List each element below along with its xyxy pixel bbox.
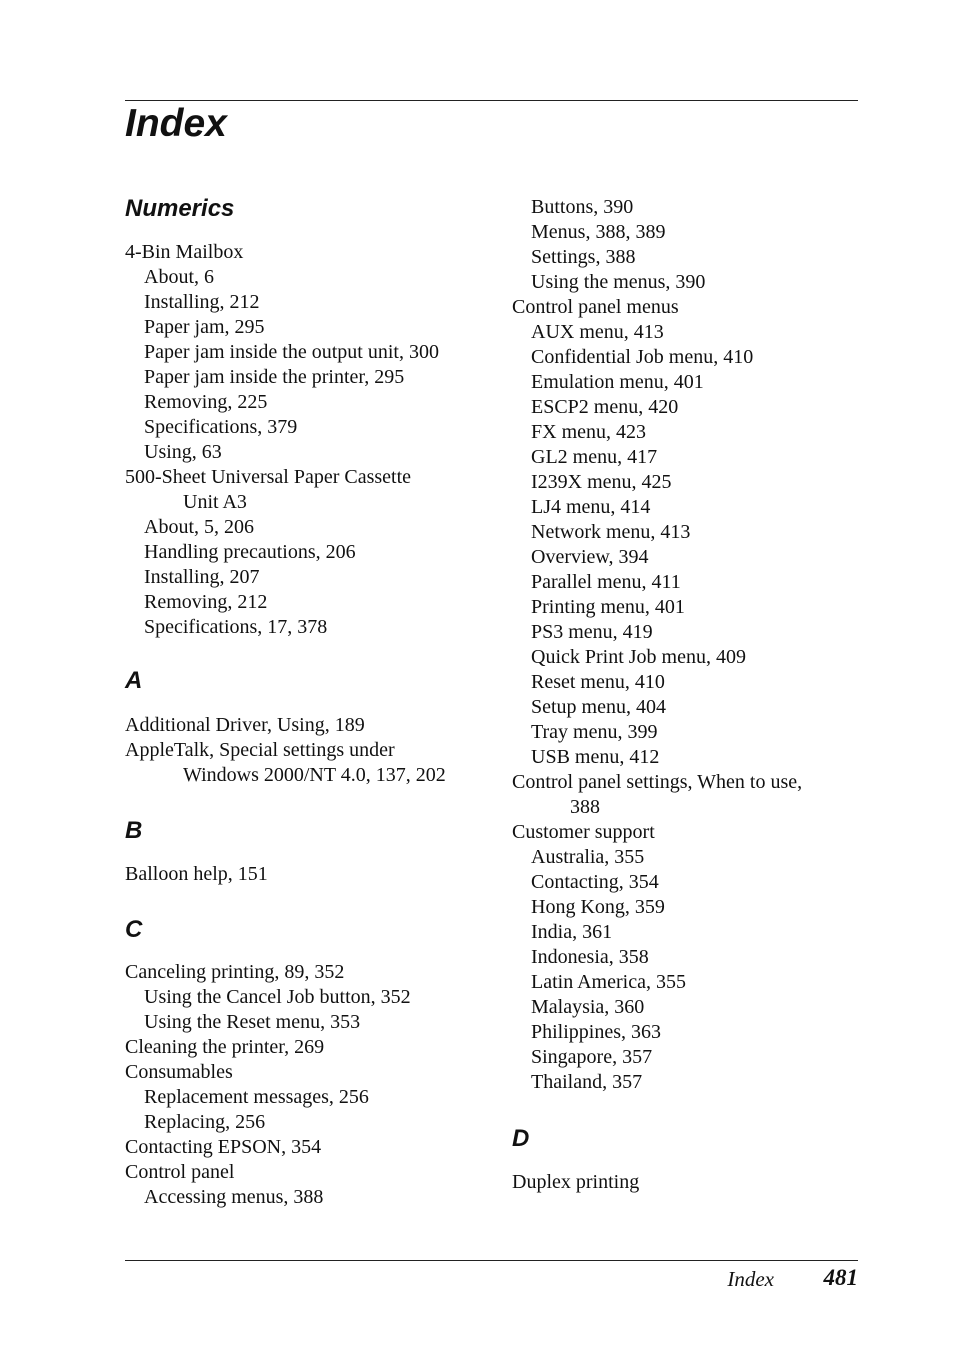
index-subentry: Overview, 394 [531, 546, 649, 568]
index-column-left [125, 195, 495, 1210]
index-entry: Canceling printing, 89, 352 [125, 961, 345, 983]
index-subentry: Hong Kong, 359 [531, 896, 665, 918]
index-entry-list [512, 1170, 858, 1195]
index-subentry: Removing, 225 [144, 391, 268, 413]
index-entry-list [125, 713, 495, 788]
index-subentry: PS3 menu, 419 [531, 621, 653, 643]
index-entry: Balloon help, 151 [125, 863, 268, 885]
section-heading: D [512, 1125, 530, 1152]
index-subentry: Using, 63 [144, 441, 222, 463]
index-subentry: Printing menu, 401 [531, 596, 685, 618]
index-entry-continuation: Windows 2000/NT 4.0, 137, 202 [183, 764, 446, 786]
index-entry: Control panel [125, 1161, 235, 1183]
index-subentry: Parallel menu, 411 [531, 571, 681, 593]
index-subentry: LJ4 menu, 414 [531, 496, 651, 518]
index-subentry: Paper jam inside the output unit, 300 [144, 341, 439, 363]
index-subentry: Replacement messages, 256 [144, 1086, 369, 1108]
index-entry-list [125, 862, 495, 887]
index-subentry: Quick Print Job menu, 409 [531, 646, 746, 668]
index-subentry: USB menu, 412 [531, 746, 660, 768]
index-subentry: Installing, 207 [144, 566, 260, 588]
index-subentry: Menus, 388, 389 [531, 221, 666, 243]
footer-page-number: 481 [823, 1265, 858, 1290]
index-entry: Cleaning the printer, 269 [125, 1036, 325, 1058]
index-subentry: Accessing menus, 388 [144, 1186, 324, 1208]
index-subentry: GL2 menu, 417 [531, 446, 658, 468]
index-subentry: Using the Cancel Job button, 352 [144, 986, 411, 1008]
index-subentry: India, 361 [531, 921, 613, 943]
index-entry: Customer support [512, 821, 655, 843]
index-entry-continuation: Unit A3 [183, 491, 247, 513]
index-subentry: Thailand, 357 [531, 1071, 643, 1093]
index-subentry: Philippines, 363 [531, 1021, 662, 1043]
index-subentry: Handling precautions, 206 [144, 541, 356, 563]
index-subentry: Paper jam, 295 [144, 316, 265, 338]
index-subentry: Network menu, 413 [531, 521, 691, 543]
page-title: Index [125, 102, 227, 145]
index-subentry: Latin America, 355 [531, 971, 686, 993]
index-subentry: Singapore, 357 [531, 1046, 653, 1068]
section-heading: Numerics [125, 195, 235, 222]
index-subentry: Emulation menu, 401 [531, 371, 704, 393]
footer-section-label: Index [727, 1267, 774, 1291]
index-subentry: Replacing, 256 [144, 1111, 266, 1133]
index-subentry: Reset menu, 410 [531, 671, 665, 693]
section-heading: C [125, 916, 143, 943]
index-subentry: Indonesia, 358 [531, 946, 649, 968]
index-column-right [512, 195, 858, 1195]
index-entry-list [125, 960, 495, 1210]
index-subentry: About, 6 [144, 266, 214, 288]
index-subentry: Settings, 388 [531, 246, 636, 268]
section-heading: B [125, 817, 143, 844]
index-entry: AppleTalk, Special settings under [125, 739, 395, 761]
index-subentry: Specifications, 379 [144, 416, 298, 438]
index-subentry: Using the menus, 390 [531, 271, 706, 293]
index-subentry: AUX menu, 413 [531, 321, 664, 343]
top-rule [125, 100, 858, 101]
index-subentry: Malaysia, 360 [531, 996, 645, 1018]
index-entry: Consumables [125, 1061, 233, 1083]
index-entry: Additional Driver, Using, 189 [125, 714, 365, 736]
index-subentry: Installing, 212 [144, 291, 260, 313]
index-subentry: Contacting, 354 [531, 871, 659, 893]
index-subentry: About, 5, 206 [144, 516, 254, 538]
section-heading: A [125, 667, 143, 694]
index-entry-list [512, 195, 858, 1095]
index-entry: Contacting EPSON, 354 [125, 1136, 322, 1158]
index-subentry: I239X menu, 425 [531, 471, 672, 493]
index-subentry: Specifications, 17, 378 [144, 616, 328, 638]
index-subentry: Buttons, 390 [531, 196, 634, 218]
index-entry: Control panel settings, When to use, [512, 771, 803, 793]
index-subentry: Setup menu, 404 [531, 696, 666, 718]
index-subentry: Tray menu, 399 [531, 721, 658, 743]
index-subentry: FX menu, 423 [531, 421, 646, 443]
index-entry: 4-Bin Mailbox [125, 241, 244, 263]
index-entry-list [125, 240, 495, 640]
index-subentry: Australia, 355 [531, 846, 645, 868]
index-entry-continuation: 388 [570, 796, 600, 818]
index-subentry: Using the Reset menu, 353 [144, 1011, 361, 1033]
index-subentry: Paper jam inside the printer, 295 [144, 366, 405, 388]
index-subentry: Confidential Job menu, 410 [531, 346, 754, 368]
index-entry: 500-Sheet Universal Paper Cassette [125, 466, 412, 488]
footer-rule [125, 1260, 858, 1261]
index-entry: Duplex printing [512, 1171, 640, 1193]
index-entry: Control panel menus [512, 296, 679, 318]
index-subentry: ESCP2 menu, 420 [531, 396, 679, 418]
index-subentry: Removing, 212 [144, 591, 268, 613]
